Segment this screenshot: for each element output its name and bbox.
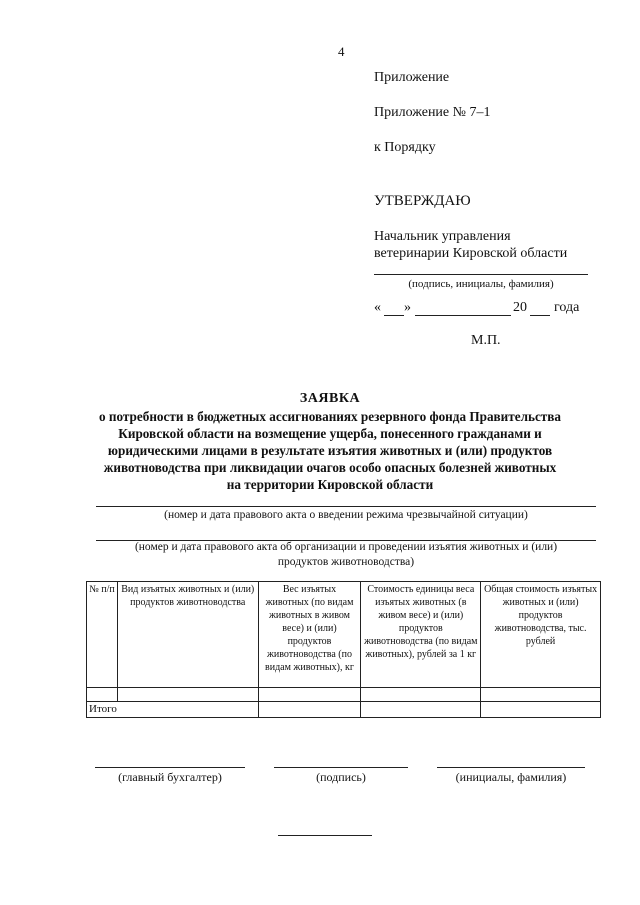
subtitle-line: Кировской области на возмещение ущерба, понесенного гражданами и xyxy=(118,426,542,441)
table-total-row xyxy=(87,702,601,718)
subtitle-line: юридическими лицами в результате изъятия животных и (или) продуктов xyxy=(107,443,553,458)
table-header-row xyxy=(87,582,601,688)
emergency-act-caption: (номер и дата правового акта о введении режима чрезвычайной ситуации) xyxy=(164,509,528,521)
claim-table xyxy=(86,581,601,718)
table-cell[interactable] xyxy=(361,688,481,702)
table-cell[interactable] xyxy=(117,688,258,702)
date-open-quote: « xyxy=(374,300,381,315)
signature-caption: (подпись) xyxy=(316,770,366,784)
page-number: 4 xyxy=(338,44,345,59)
header-type: Вид изъятых животных и (или) продуктов животноводства xyxy=(117,582,258,688)
appendix-line-3: к Порядку xyxy=(374,140,436,155)
accountant-caption: (главный бухгалтер) xyxy=(118,770,222,784)
table-cell[interactable] xyxy=(87,688,118,702)
table-row xyxy=(87,688,601,702)
document-title: ЗАЯВКА xyxy=(299,391,361,406)
table-cell[interactable] xyxy=(481,688,601,702)
appendix-line-1: Приложение xyxy=(374,70,450,85)
stamp-mark: М.П. xyxy=(471,333,501,348)
date-year-line xyxy=(530,315,550,316)
header-number: № п/п xyxy=(87,582,118,688)
accountant-line xyxy=(95,767,245,768)
approver-signature-caption: (подпись, инициалы, фамилия) xyxy=(408,278,554,290)
total-label: Итого xyxy=(87,702,259,718)
date-day-line xyxy=(384,315,404,316)
date-year-prefix: 20 xyxy=(513,300,527,315)
approver-signature-line xyxy=(374,274,588,275)
header-weight: Вес изъятых животных (по видам животных в живом весе) и (или) продуктов животноводства (по видам животных), кг xyxy=(258,582,361,688)
header-total-cost: Общая стоимость изъятых животных и (или) продуктов животноводства, тыс. рублей xyxy=(481,582,601,688)
table-cell[interactable] xyxy=(258,702,361,718)
subtitle-line: на территории Кировской области xyxy=(226,477,434,492)
table-cell[interactable] xyxy=(258,688,361,702)
table-cell[interactable] xyxy=(361,702,481,718)
date-month-line xyxy=(415,315,511,316)
name-line xyxy=(437,767,585,768)
name-caption: (инициалы, фамилия) xyxy=(455,770,567,784)
subtitle-line: животноводства при ликвидации очагов особо опасных болезней животных xyxy=(103,460,557,475)
signature-line xyxy=(274,767,408,768)
subtitle-line: о потребности в бюджетных ассигнованиях резервного фонда Правительства xyxy=(98,409,562,424)
seizure-act-caption-1: (номер и дата правового акта об организации и проведении изъятия животных и (или) xyxy=(134,541,558,553)
seizure-act-caption-2: продуктов животноводства) xyxy=(277,556,415,568)
emergency-act-line xyxy=(96,506,596,507)
approve-heading: УТВЕРЖДАЮ xyxy=(374,193,471,209)
appendix-line-2: Приложение № 7–1 xyxy=(374,105,491,120)
approver-position-2: ветеринарии Кировской области xyxy=(374,246,568,261)
document-subtitle xyxy=(60,408,600,493)
table-cell[interactable] xyxy=(481,702,601,718)
date-close-quote: » xyxy=(404,300,411,315)
approver-position-1: Начальник управления xyxy=(374,229,511,244)
closing-rule xyxy=(278,835,372,836)
header-unit-cost: Стоимость единицы веса изъятых животных (в живом весе) и (или) продуктов животноводства (по видам животных), рублей за 1 кг xyxy=(361,582,481,688)
date-year-suffix: года xyxy=(554,300,580,315)
